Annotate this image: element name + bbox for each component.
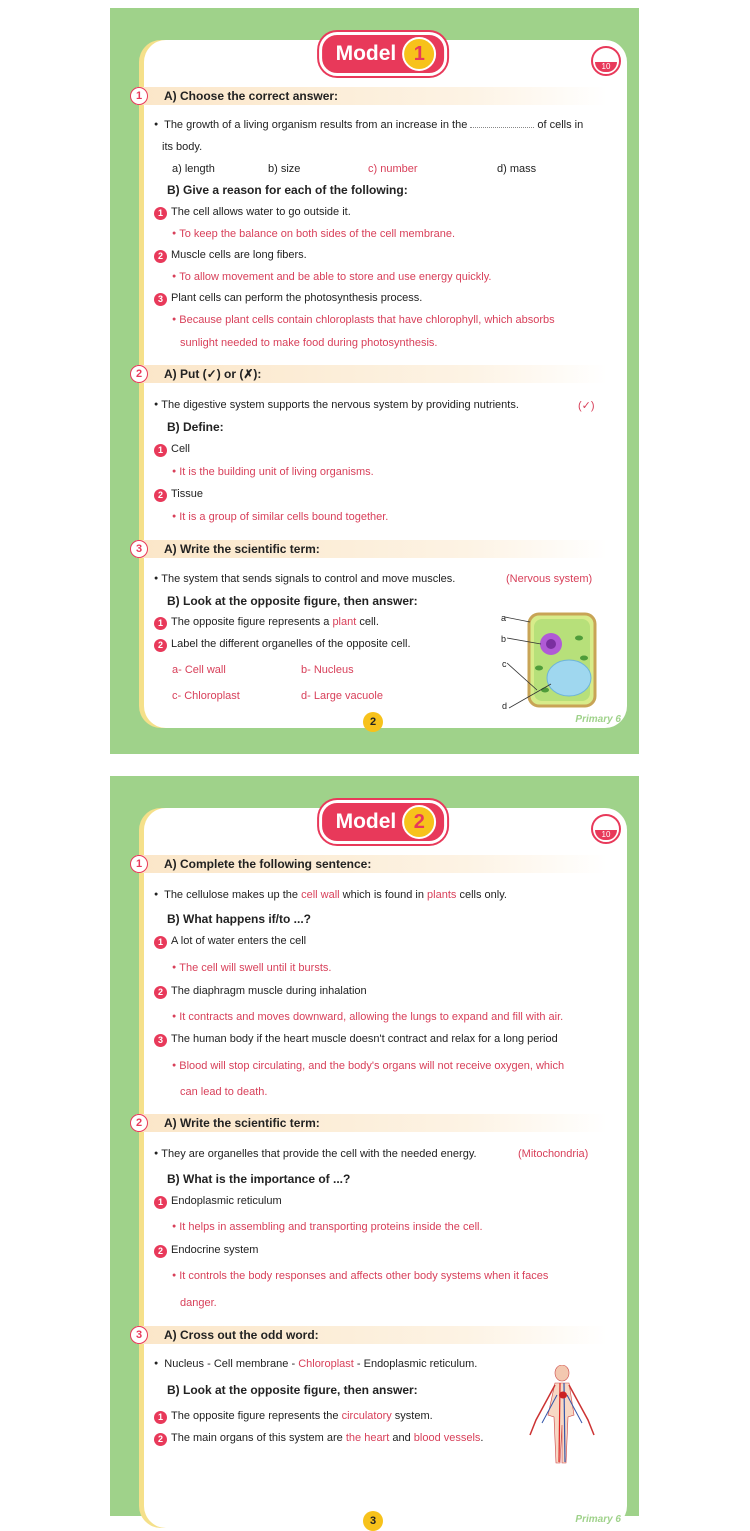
model-number: 1 (402, 37, 436, 71)
answer-text: ● It is a group of similar cells bound together. (172, 511, 388, 523)
item-text: The human body if the heart muscle doesn't contract and relax for a long period (171, 1033, 558, 1045)
question-number: 3 (130, 540, 148, 558)
item-text: Endoplasmic reticulum (171, 1195, 282, 1207)
answer-text: a- Cell wall (172, 664, 226, 676)
model-number: 2 (402, 805, 436, 839)
question-card (135, 40, 627, 728)
item-text: cell. (359, 616, 379, 628)
item-text: Tissue (171, 488, 203, 500)
answer-text: ● It controls the body responses and affects other body systems when it faces (172, 1270, 548, 1282)
question-title: A) Write the scientific term: (164, 542, 320, 556)
footer-label: Primary 6 (575, 1514, 621, 1525)
answer-text: sunlight needed to make food during photosynthesis. (180, 337, 438, 349)
option: d) mass (497, 163, 537, 175)
sub-question-title: B) Look at the opposite figure, then answer: (167, 594, 418, 608)
answer-text: (Mitochondria) (518, 1148, 589, 1160)
plant-cell-figure (499, 608, 599, 718)
item: 1 The opposite figure represents the circulatory system. (154, 1410, 433, 1424)
answer-text: circulatory (341, 1410, 392, 1422)
item-text: The diaphragm muscle during inhalation (171, 985, 367, 997)
question-header (136, 855, 607, 873)
question-card (135, 808, 627, 1528)
item-number: 1 (154, 936, 167, 949)
statement-text: of cells in (537, 119, 584, 131)
item-text: Label the different organelles of the opposite cell. (171, 638, 411, 650)
statement-text: which is found in (342, 889, 424, 901)
answer-text: (Nervous system) (506, 573, 593, 585)
item-number: 2 (154, 1245, 167, 1258)
answer-text: danger. (180, 1297, 217, 1309)
worksheet-page-1 (110, 8, 639, 754)
option: a) length (172, 163, 215, 175)
figure-label: b (501, 634, 507, 644)
question-number: 2 (130, 365, 148, 383)
question-number: 1 (130, 855, 148, 873)
question-title: A) Write the scientific term: (164, 1116, 320, 1130)
question-header (136, 1326, 607, 1344)
option-correct: c) number (368, 163, 418, 175)
answer-text: plants (427, 889, 457, 901)
item (154, 985, 367, 999)
model-label: Model (335, 810, 397, 833)
answer-text: ● To keep the balance on both sides of the cell membrane. (172, 228, 455, 240)
question-number: 3 (130, 1326, 148, 1344)
item: 2 Label the different organelles of the opposite cell. (154, 638, 411, 652)
item (154, 1195, 282, 1209)
answer-text: blood vessels (413, 1432, 481, 1444)
statement (154, 889, 507, 901)
item-text: Muscle cells are long fibers. (171, 249, 307, 261)
answer-text: cell wall (301, 889, 340, 901)
circulatory-system-figure (522, 1365, 602, 1465)
blank-line (470, 127, 534, 128)
option: b) size (268, 163, 301, 175)
statement: ● The system that sends signals to control and move muscles. (154, 573, 455, 585)
figure-label: d (502, 701, 508, 711)
statement-text: - Endoplasmic reticulum. (356, 1358, 478, 1370)
item (154, 206, 351, 220)
answer-text: Chloroplast (298, 1358, 354, 1370)
answer-text: c- Chloroplast (172, 690, 240, 702)
item (154, 443, 190, 457)
item-number: 3 (154, 1034, 167, 1047)
answer-text: ● It helps in assembling and transporting proteins inside the cell. (172, 1221, 483, 1233)
item (154, 935, 306, 949)
item-number: 1 (154, 1196, 167, 1209)
statement (154, 1358, 477, 1370)
question-title: A) Put (✓) or (✗): (164, 367, 262, 381)
item-text: A lot of water enters the cell (171, 935, 307, 947)
question-title: A) Choose the correct answer: (164, 89, 339, 103)
item: 2 The main organs of this system are the heart and blood vessels. (154, 1432, 483, 1446)
model-badge (319, 800, 448, 844)
answer-text: ● Blood will stop circulating, and the body's organs will not receive oxygen, which (172, 1060, 564, 1072)
answer-text: the heart (345, 1432, 390, 1444)
statement: ● They are organelles that provide the cell with the needed energy. (154, 1148, 477, 1160)
footer-label: Primary 6 (575, 714, 621, 725)
answer-text: ● To allow movement and be able to store and use energy quickly. (172, 271, 492, 283)
question-number: 2 (130, 1114, 148, 1132)
sub-question-title: B) Give a reason for each of the following: (167, 183, 408, 197)
item-number: 1 (154, 207, 167, 220)
page-number: 3 (363, 1511, 383, 1531)
item-text: Cell (171, 443, 190, 455)
item-text: Plant cells can perform the photosynthesis process. (171, 292, 423, 304)
statement-text: its body. (162, 141, 203, 153)
answer-text: b- Nucleus (301, 664, 354, 676)
statement (154, 119, 583, 131)
answer-text: ● Because plant cells contain chloroplasts that have chlorophyll, which absorbs (172, 314, 555, 326)
answer-text: can lead to death. (180, 1086, 268, 1098)
item-number: 2 (154, 489, 167, 502)
item-text: The main organs of this system are (171, 1432, 343, 1444)
answer-text: plant (332, 616, 357, 628)
answer-text: d- Large vacuole (301, 690, 383, 702)
figure-label: c (502, 659, 507, 669)
item-text: . (480, 1432, 484, 1444)
item-text: The cell allows water to go outside it. (171, 206, 351, 218)
model-label: Model (335, 42, 397, 65)
model-badge (319, 32, 448, 76)
item-text: and (392, 1432, 411, 1444)
sub-question-title: B) What happens if/to ...? (167, 912, 311, 926)
statement-text: The cellulose makes up the (164, 889, 299, 901)
item-text: Endocrine system (171, 1244, 259, 1256)
statement-text: cells only. (459, 889, 507, 901)
answer-text: ● The cell will swell until it bursts. (172, 962, 331, 974)
sub-question-title: B) Look at the opposite figure, then answer: (167, 1383, 418, 1397)
answer-text: ● It contracts and moves downward, allowing the lungs to expand and fill with air. (172, 1011, 563, 1023)
score-icon (591, 46, 621, 76)
item: 1 The opposite figure represents a plant cell. (154, 616, 379, 630)
score-value: 10 (595, 830, 617, 840)
sub-question-title: B) What is the importance of ...? (167, 1172, 351, 1186)
question-header (136, 87, 607, 105)
statement-text: The growth of a living organism results from an increase in the (164, 119, 468, 131)
answer-text: ● It is the building unit of living organisms. (172, 466, 374, 478)
page-number: 2 (363, 712, 383, 732)
item-number: 2 (154, 250, 167, 263)
question-title: A) Cross out the odd word: (164, 1328, 319, 1342)
item-text: system. (394, 1410, 433, 1422)
item (154, 488, 203, 502)
question-header (136, 540, 607, 558)
item-number: 2 (154, 986, 167, 999)
item-text: The opposite figure represents the (171, 1410, 339, 1422)
item-number: 3 (154, 293, 167, 306)
figure-label: a (501, 613, 507, 623)
question-title: A) Complete the following sentence: (164, 857, 372, 871)
score-value: 10 (595, 62, 617, 72)
score-icon (591, 814, 621, 844)
question-header (136, 1114, 607, 1132)
question-header (136, 365, 607, 383)
item (154, 1244, 258, 1258)
worksheet-page-2 (110, 776, 639, 1527)
statement-text: Nucleus - Cell membrane - (164, 1358, 296, 1370)
item (154, 249, 307, 263)
item-text: The opposite figure represents a (171, 616, 330, 628)
answer-text: (✓) (578, 400, 595, 412)
item-number: 1 (154, 444, 167, 457)
question-number: 1 (130, 87, 148, 105)
sub-question-title: B) Define: (167, 420, 224, 434)
item (154, 292, 422, 306)
item (154, 1033, 558, 1047)
statement: ● The digestive system supports the nervous system by providing nutrients. (154, 399, 519, 411)
